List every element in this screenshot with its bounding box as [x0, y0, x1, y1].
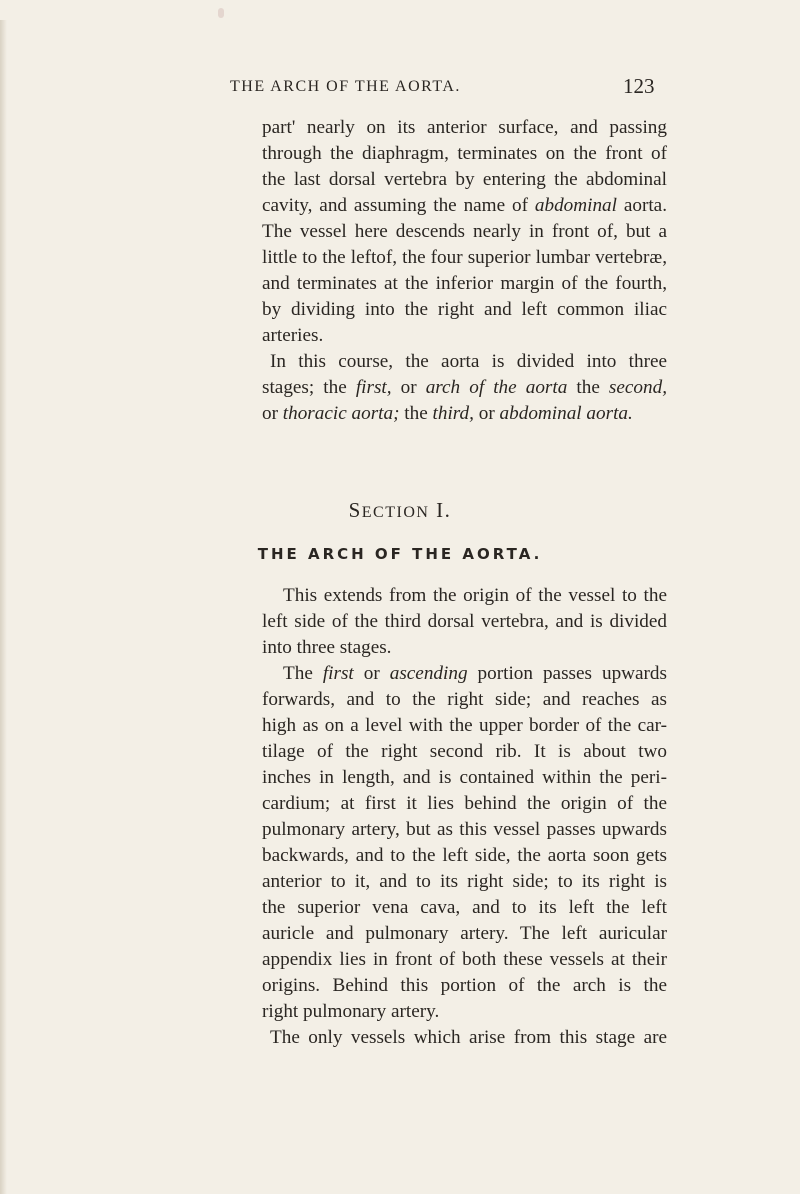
text-line: The vessel here descends nearly in front of, but a: [262, 221, 667, 242]
running-head: THE ARCH OF THE AORTA.: [230, 78, 461, 95]
text-line: cardium; at first it lies behind the origin of the: [262, 793, 667, 814]
italic-term: second,: [608, 377, 667, 398]
text-line: forwards, and to the right side; and reaches as: [262, 689, 667, 710]
text-line: anterior to it, and to its right side; to its right is: [262, 871, 667, 892]
text-line: little to the leftof, the four superior lumbar vertebræ,: [262, 247, 667, 268]
italic-term: third,: [432, 403, 474, 424]
text-line: through the diaphragm, terminates on the front of: [262, 143, 667, 164]
page-edge-shadow: [0, 20, 7, 1194]
italic-term: first,: [355, 377, 392, 398]
italic-term: first: [322, 663, 354, 684]
text-span: aorta.: [616, 195, 667, 216]
text-line: right pulmonary artery.: [262, 1001, 440, 1022]
text-line: tilage of the right second rib. It is about two: [262, 741, 667, 762]
page-number: 123: [623, 74, 655, 98]
text-line: into three stages.: [262, 637, 392, 658]
text-line: backwards, and to the left side, the aorta soon gets: [262, 845, 667, 866]
text-line: part' nearly on its anterior surface, and passing: [262, 117, 667, 138]
text-span: cavity, and assuming the name of: [262, 195, 535, 216]
text-line: and terminates at the inferior margin of the fourth,: [262, 273, 667, 294]
section-title: THE ARCH OF THE AORTA.: [257, 545, 543, 563]
text-line: high as on a level with the upper border of the car-: [262, 715, 667, 736]
text-line: appendix lies in front of both these vessels at their: [262, 949, 667, 970]
italic-term: thoracic aorta;: [282, 403, 400, 424]
italic-term: abdominal: [534, 195, 617, 216]
text-line: stages; the first, or arch of the aorta the second,: [262, 377, 667, 398]
text-line: arteries.: [262, 325, 324, 346]
text-line: or thoracic aorta; the third, or abdominal aorta.: [262, 403, 633, 424]
text-line: by dividing into the right and left common iliac: [262, 299, 667, 320]
text-line: In this course, the aorta is divided into three: [270, 351, 667, 372]
text-line: The first or ascending portion passes upwards: [283, 663, 667, 684]
text-line: The only vessels which arise from this stage are: [270, 1027, 667, 1048]
text-line: auricle and pulmonary artery. The left auricular: [262, 923, 667, 944]
text-line: origins. Behind this portion of the arch is the: [262, 975, 667, 996]
text-line: the superior vena cava, and to its left the left: [262, 897, 667, 918]
text-line: left side of the third dorsal vertebra, and is divided: [262, 611, 667, 632]
text-line: the last dorsal vertebra by entering the abdominal: [262, 169, 667, 190]
text-line: [262, 193, 667, 219]
italic-term: abdominal aorta.: [499, 403, 633, 424]
section-heading: SECTION I.: [348, 498, 452, 522]
ink-mark: [218, 8, 224, 18]
italic-term: ascending: [389, 663, 468, 684]
text-line: inches in length, and is contained within the peri-: [262, 767, 667, 788]
italic-term: arch of the aorta: [425, 377, 568, 398]
text-line: This extends from the origin of the vessel to the: [283, 585, 667, 606]
text-line: pulmonary artery, but as this vessel passes upwards: [262, 819, 667, 840]
